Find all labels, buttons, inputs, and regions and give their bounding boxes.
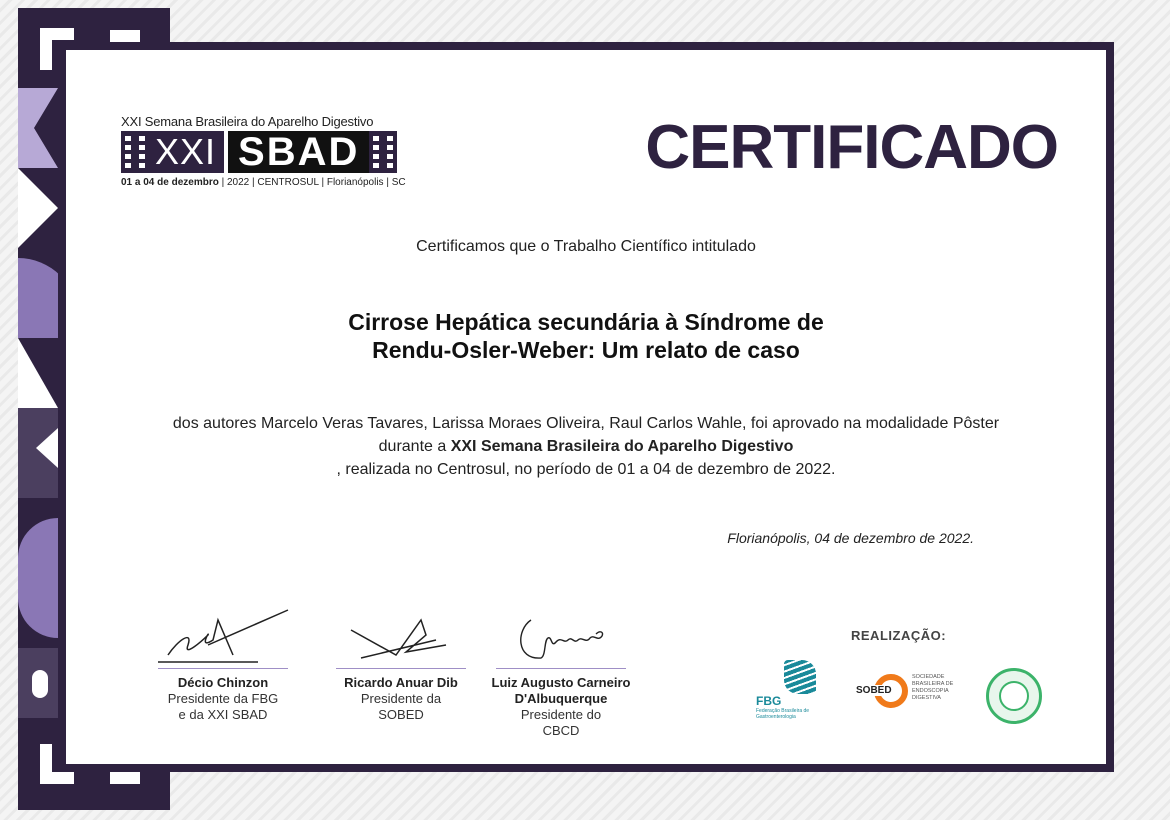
signer-role: Presidente do (520, 707, 602, 722)
handwritten-signature-2 (326, 600, 476, 668)
signer-name: Décio Chinzon (177, 675, 269, 690)
work-title: Cirrose Hepática secundária à Síndrome de Rendu-Osler-Weber: Um relato de caso (348, 309, 824, 363)
signer-role: Presidente da FBG (167, 691, 279, 706)
event-logo (121, 114, 421, 188)
certificate-body-text: dos autores Marcelo Veras Tavares, Larissa Moraes Oliveira, Raul Carlos Wahle, foi aprovado na modalidade Pôster durante a XXI Semana Brasileira do Aparelho Digestivo , realizada no Centrosul, no período de 01 a 04 de dezembro de 2022. (172, 415, 1000, 478)
logo-acronym: SBAD (224, 131, 369, 173)
event-full-name: XXI Semana Brasileira do Aparelho Digestivo (121, 114, 374, 129)
signature-block-1 (128, 600, 318, 723)
film-strip-left (121, 131, 149, 173)
signer-name: Luiz Augusto Carneiro (491, 675, 631, 690)
signer-role: Presidente da (360, 691, 442, 706)
handwritten-signature-3 (486, 600, 636, 668)
signer-role: SOBED (378, 707, 424, 722)
fbg-mark-icon (784, 660, 816, 694)
certificate-body (66, 50, 1106, 764)
certificate-intro: Certificamos que o Trabalho Científico intitulado (416, 238, 756, 255)
film-strip-right (369, 131, 397, 173)
sobed-logo: SOBED SOCIEDADE BRASILEIRA DE ENDOSCOPIA DIGESTIVA (856, 672, 976, 712)
fbg-logo: FBG Federação Brasileira de Gastroenterologia (756, 660, 836, 720)
certificate-frame (58, 42, 1114, 772)
signer-role: CBCD (542, 723, 580, 738)
signer-name: D'Albuquerque (514, 691, 608, 706)
signer-role: e da XXI SBAD (178, 707, 268, 722)
cbcd-seal-icon (986, 668, 1042, 724)
organizers-label: REALIZAÇÃO: (851, 628, 947, 643)
event-dates: 01 a 04 de dezembro | 2022 | CENTROSUL | Florianópolis | SC (121, 177, 406, 188)
signature-block-3 (461, 600, 661, 739)
logo-roman: XXI (149, 131, 224, 173)
place-date: Florianópolis, 04 de dezembro de 2022. (727, 530, 974, 546)
signer-name: Ricardo Anuar Dib (344, 675, 458, 690)
certificate-title: CERTIFICADO (645, 113, 1058, 182)
handwritten-signature-1 (148, 600, 298, 668)
